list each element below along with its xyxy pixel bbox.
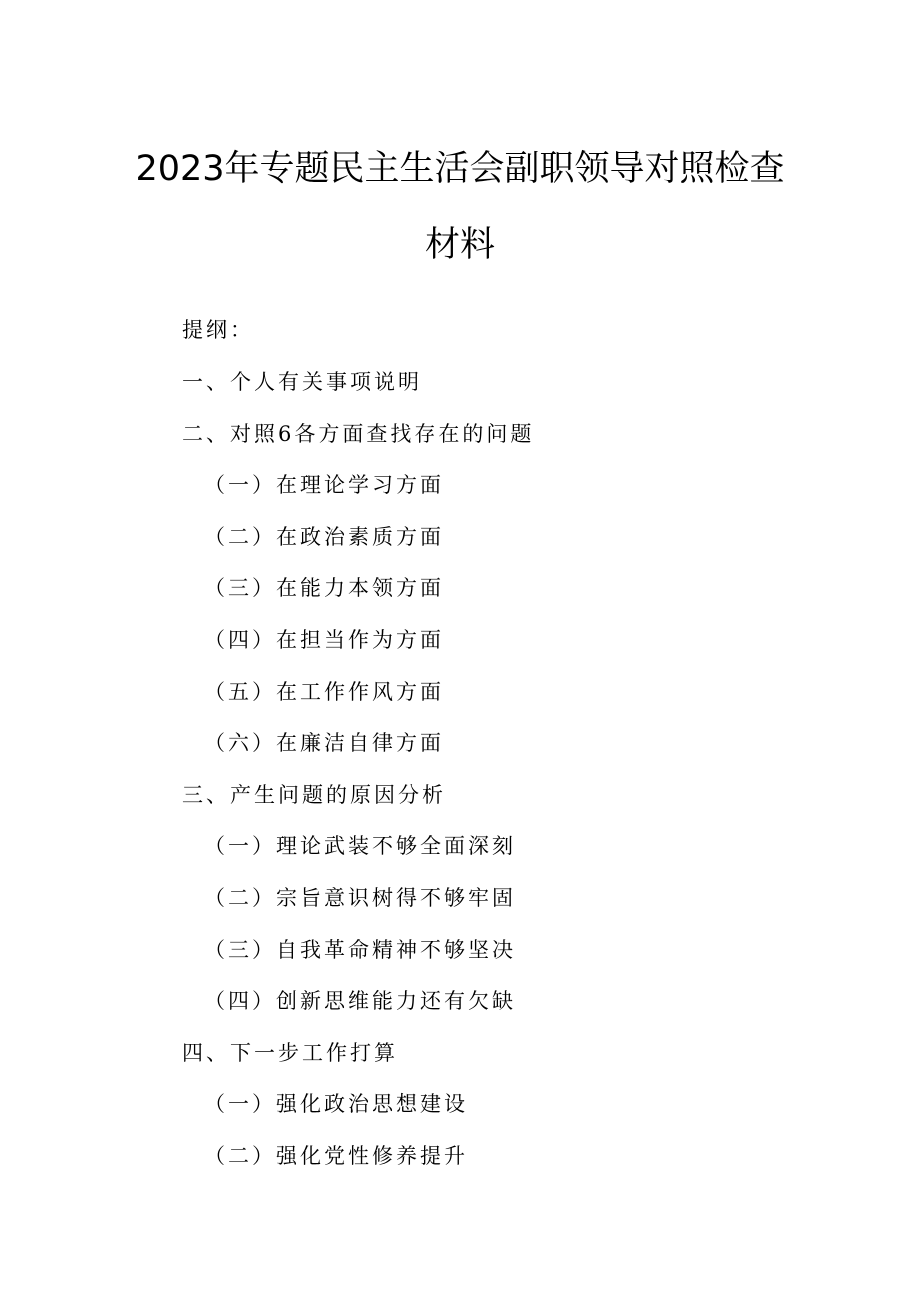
outline-item: 二、对照6各方面查找存在的问题 bbox=[182, 422, 535, 446]
document-title-line-2: 材料 bbox=[424, 225, 495, 265]
outline-item: 四、下一步工作打算 bbox=[182, 1041, 398, 1065]
outline-subitem: （二）强化党性修养提升 bbox=[204, 1144, 468, 1168]
outline-subitem: （六）在廉洁自律方面 bbox=[204, 731, 444, 755]
outline-item: 一、个人有关事项说明 bbox=[182, 370, 422, 394]
outline-subitem: （一）理论武装不够全面深刻 bbox=[204, 834, 516, 858]
outline-subitem: （三）自我革命精神不够坚决 bbox=[204, 938, 516, 962]
outline-subitem: （二）宗旨意识树得不够牢固 bbox=[204, 886, 516, 910]
outline-subitem: （四）在担当作为方面 bbox=[204, 628, 444, 652]
outline-subitem: （一）强化政治思想建设 bbox=[204, 1092, 468, 1116]
outline-subitem: （四）创新思维能力还有欠缺 bbox=[204, 989, 516, 1013]
outline-item: 三、产生问题的原因分析 bbox=[182, 783, 446, 807]
document-title-line-1: 2023年专题民主生活会副职领导对照检查 bbox=[135, 149, 785, 189]
outline-subitem: （五）在工作作风方面 bbox=[204, 680, 444, 704]
outline-label: 提纲： bbox=[182, 318, 254, 342]
outline-subitem: （一）在理论学习方面 bbox=[204, 473, 444, 497]
outline-subitem: （三）在能力本领方面 bbox=[204, 576, 444, 600]
outline-subitem: （二）在政治素质方面 bbox=[204, 525, 444, 549]
